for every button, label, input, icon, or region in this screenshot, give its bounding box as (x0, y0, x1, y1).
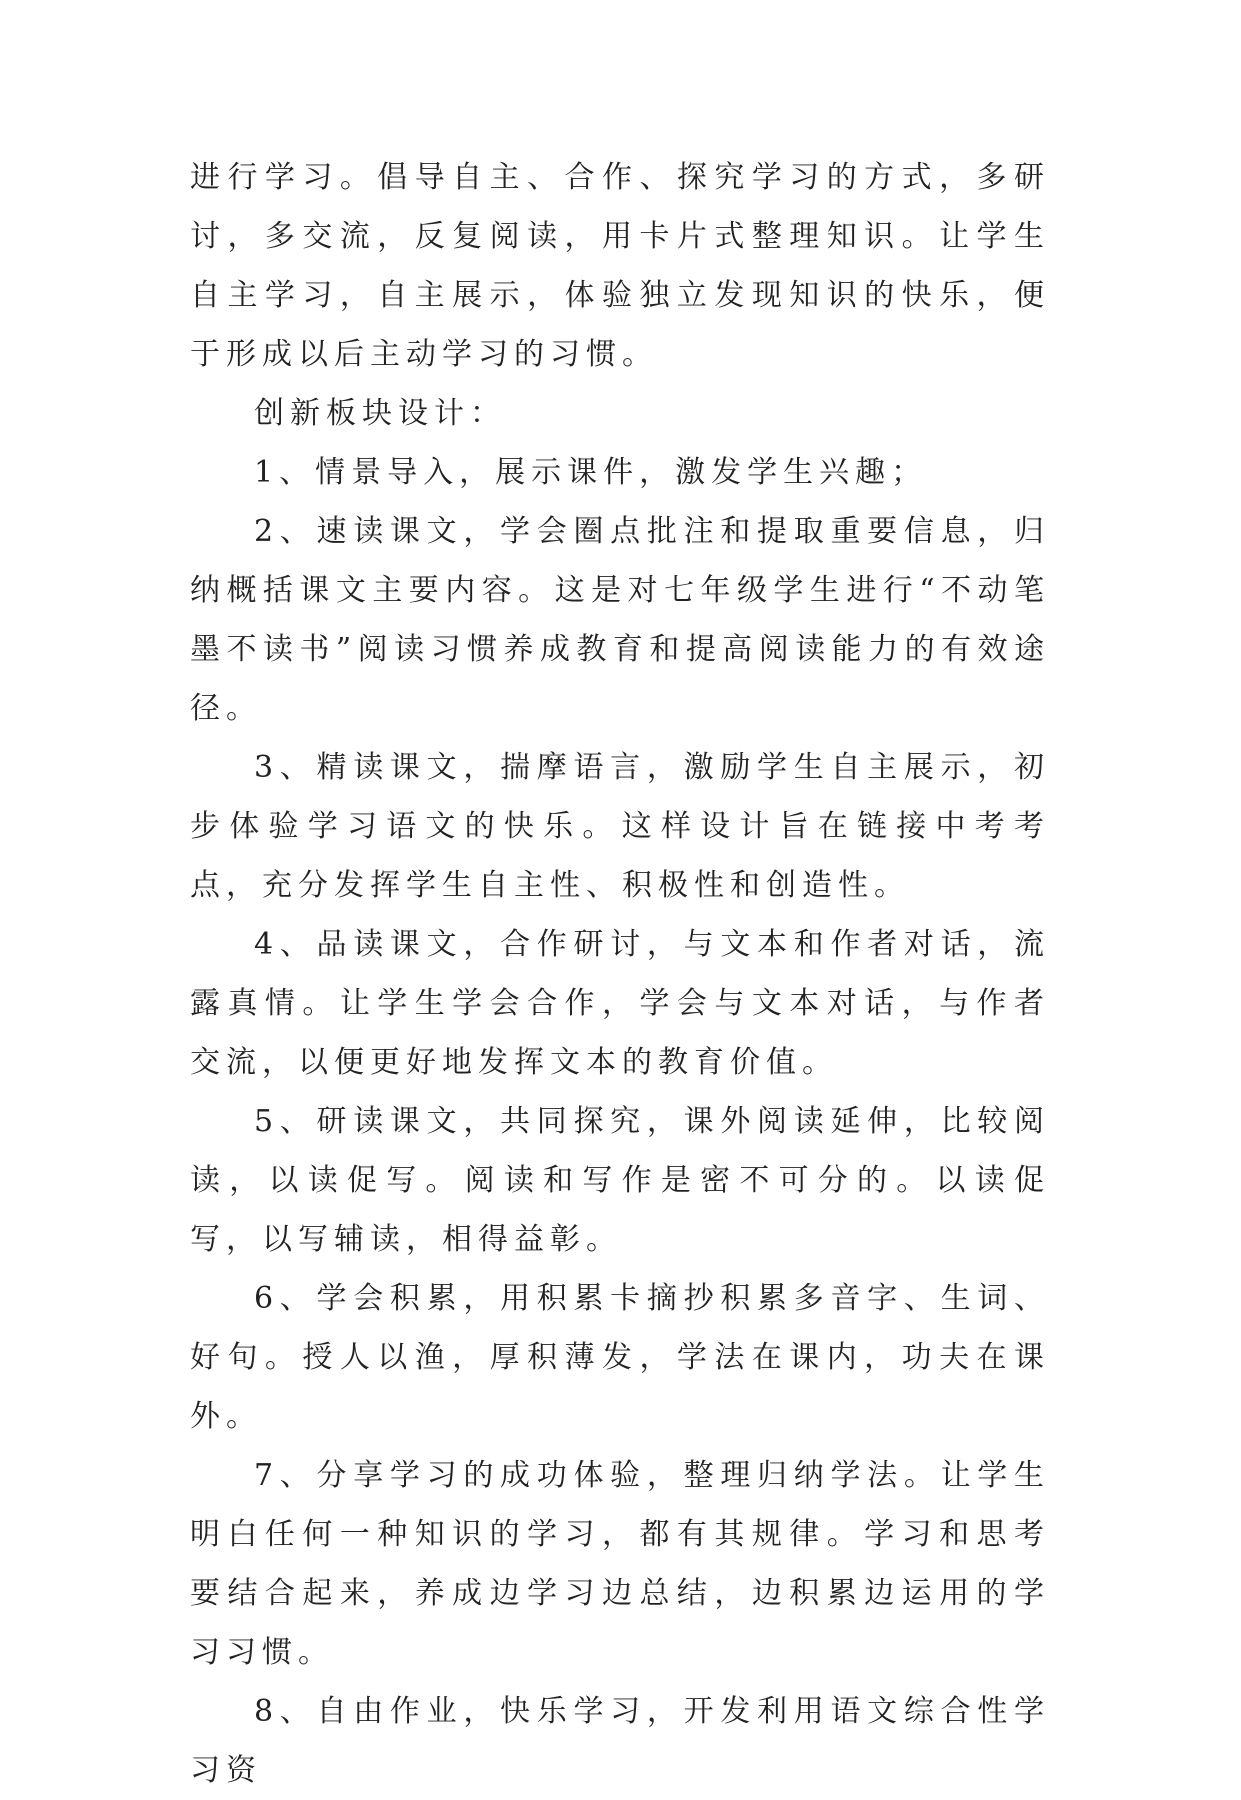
paragraph-item-7: 7、分享学习的成功体验，整理归纳学法。让学生明白任何一种知识的学习，都有其规律。学习和思考要结合起来，养成边学习边总结，边积累边运用的学习习惯。 (190, 1458, 1050, 1670)
paragraph-item-8: 8、自由作业，快乐学习，开发利用语文综合性学习资 (190, 1694, 1050, 1788)
paragraph-section-heading: 创新板块设计： (254, 396, 506, 431)
document-body (190, 148, 1050, 1800)
paragraph-item-1: 1、情景导入，展示课件，激发学生兴趣； (254, 455, 928, 490)
paragraph-item-6: 6、学会积累，用积累卡摘抄积累多音字、生词、好句。授人以渔，厚积薄发，学法在课内，功夫在课外。 (190, 1281, 1050, 1434)
paragraph-item-2: 2、速读课文，学会圈点批注和提取重要信息，归纳概括课文主要内容。这是对七年级学生进行“不动笔墨不读书”阅读习惯养成教育和提高阅读能力的有效途径。 (190, 514, 1050, 726)
paragraph-item-3: 3、精读课文，揣摩语言，激励学生自主展示，初步体验学习语文的快乐。这样设计旨在链接中考考点，充分发挥学生自主性、积极性和创造性。 (190, 750, 1050, 903)
paragraph-item-4: 4、品读课文，合作研讨，与文本和作者对话，流露真情。让学生学会合作，学会与文本对话，与作者交流，以便更好地发挥文本的教育价值。 (190, 927, 1050, 1080)
paragraph-item-5: 5、研读课文，共同探究，课外阅读延伸，比较阅读，以读促写。阅读和写作是密不可分的。以读促写，以写辅读，相得益彰。 (190, 1104, 1050, 1257)
paragraph-continuation: 进行学习。倡导自主、合作、探究学习的方式，多研讨，多交流，反复阅读，用卡片式整理知识。让学生自主学习，自主展示，体验独立发现知识的快乐，便于形成以后主动学习的习惯。 (190, 160, 1050, 372)
